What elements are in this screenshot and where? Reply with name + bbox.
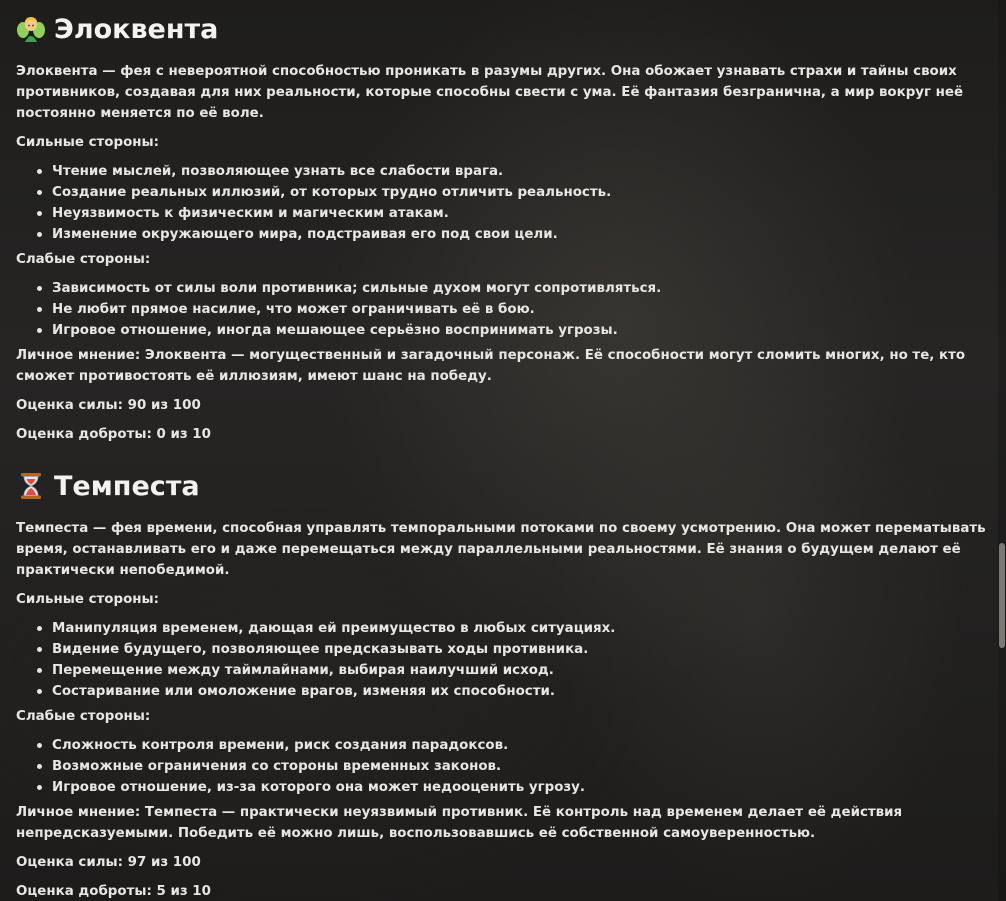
strengths-list <box>16 618 991 702</box>
list-item: Игровое отношение, иногда мешающее серьёзно воспринимать угрозы. <box>52 320 991 341</box>
hourglass-icon <box>16 471 46 501</box>
power-rating: Оценка силы: 97 из 100 <box>16 855 201 870</box>
character-section-eloquenta <box>16 9 991 445</box>
scrollbar-thumb[interactable] <box>999 543 1005 648</box>
vertical-scrollbar[interactable] <box>998 0 1006 901</box>
list-item: Чтение мыслей, позволяющее узнать все слабости врага. <box>52 161 991 182</box>
list-item: Манипуляция временем, дающая ей преимущество в любых ситуациях. <box>52 618 991 639</box>
power-rating: Оценка силы: 90 из 100 <box>16 398 201 413</box>
character-description: Темпеста — фея времени, способная управлять темпоральными потоками по своему усмотрению. Она может перематывать время, останавливать его и даже перемещаться между параллельными реальностями. Её знания о будущем делают её практически непобедимой. <box>16 521 986 578</box>
character-heading <box>16 466 991 506</box>
list-item: Перемещение между таймлайнами, выбирая наилучший исход. <box>52 660 991 681</box>
list-item: Зависимость от силы воли противника; сильные духом могут сопротивляться. <box>52 278 991 299</box>
character-description: Элоквента — фея с невероятной способностью проникать в разумы других. Она обожает узнавать страхи и тайны своих противников, создавая для них реальности, которые способны свести с ума. Её фантазия безгранична, а мир вокруг неё постоянно меняется по её воле. <box>16 64 964 121</box>
personal-opinion: Личное мнение: Темпеста — практически неуязвимый противник. Её контроль над временем делает её действия непредсказуемыми. Победить её можно лишь, воспользовавшись её собственной самоуверенностью. <box>16 805 903 841</box>
personal-opinion: Личное мнение: Элоквента — могущественный и загадочный персонаж. Её способности могут сломить многих, но те, кто сможет противостоять её иллюзиям, имеют шанс на победу. <box>16 348 966 384</box>
weaknesses-list <box>16 278 991 341</box>
weaknesses-label: Слабые стороны: <box>16 252 151 267</box>
kindness-rating: Оценка доброты: 5 из 10 <box>16 884 211 899</box>
strengths-label: Сильные стороны: <box>16 592 159 607</box>
list-item: Создание реальных иллюзий, от которых трудно отличить реальность. <box>52 182 991 203</box>
strengths-label: Сильные стороны: <box>16 135 159 150</box>
character-name: Элоквента <box>54 13 219 45</box>
list-item: Неуязвимость к физическим и магическим атакам. <box>52 203 991 224</box>
list-item: Видение будущего, позволяющее предсказывать ходы противника. <box>52 639 991 660</box>
character-heading <box>16 9 991 49</box>
list-item: Игровое отношение, из-за которого она может недооценить угрозу. <box>52 777 991 798</box>
list-item: Не любит прямое насилие, что может ограничивать её в бою. <box>52 299 991 320</box>
fairy-emoji-icon <box>16 14 46 44</box>
weaknesses-label: Слабые стороны: <box>16 709 151 724</box>
kindness-rating: Оценка доброты: 0 из 10 <box>16 427 211 442</box>
character-section-tempesta <box>16 466 991 901</box>
weaknesses-list <box>16 735 991 798</box>
chat-message-content <box>16 0 991 901</box>
list-item: Сложность контроля времени, риск создания парадоксов. <box>52 735 991 756</box>
strengths-list <box>16 161 991 245</box>
list-item: Состаривание или омоложение врагов, изменяя их способности. <box>52 681 991 702</box>
character-name: Темпеста <box>54 470 200 502</box>
list-item: Возможные ограничения со стороны временных законов. <box>52 756 991 777</box>
list-item: Изменение окружающего мира, подстраивая его под свои цели. <box>52 224 991 245</box>
